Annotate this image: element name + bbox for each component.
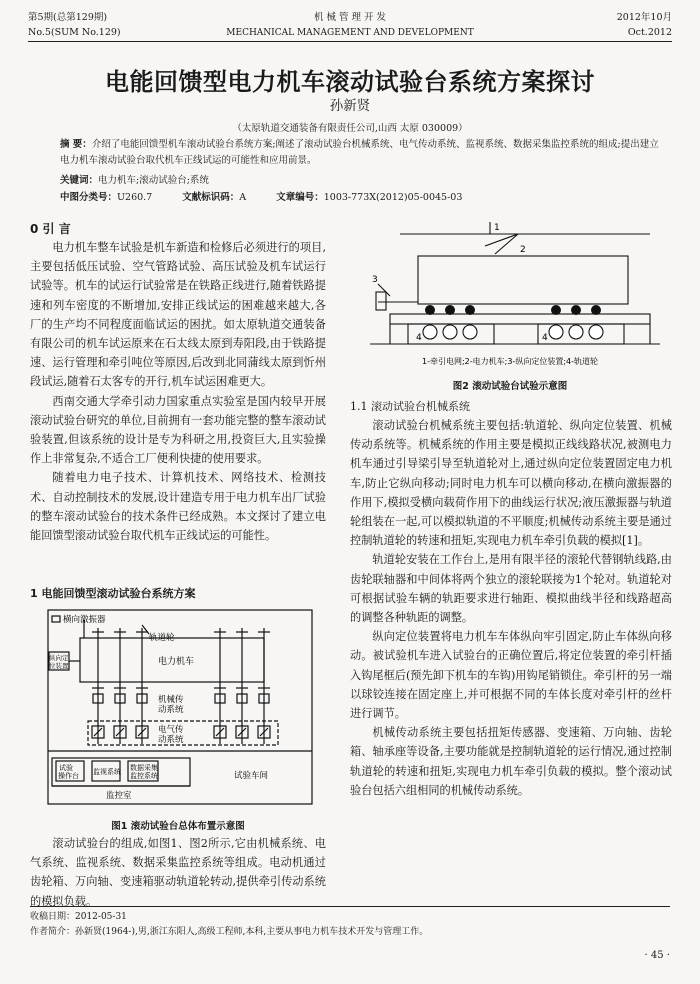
fig1-label-hall: 试验车间 — [234, 771, 269, 781]
fig1-label-mech2: 动系统 — [158, 705, 184, 715]
date-en: Oct.2012 — [627, 27, 672, 38]
fig1-label-elec1: 电气传 — [158, 725, 184, 735]
fig1-label-monitor: 监视系统 — [93, 768, 121, 776]
fig1-label-pos2: 位装置 — [49, 662, 69, 670]
doc-label: 文献标识码： — [182, 192, 240, 203]
fig1-label-loco: 电力机车 — [158, 657, 195, 667]
fig1-exciter-box — [52, 616, 60, 622]
fig2-label-1: 1 — [494, 223, 500, 233]
fig1-label-daq1: 数据采集 — [130, 764, 158, 772]
figure-1-diagram — [46, 608, 316, 808]
paragraph: 滚动试验台的组成,如图1、图2所示,它由机械系统、电气系统、监视系统、数据采集监控系统等组成。电动机通过齿轮箱、万向轴、变速箱驱动轨道轮转动,提供牵引传动系统的模拟负载。 — [30, 837, 326, 908]
article-value: 1003-773X(2012)05-0045-03 — [323, 192, 463, 203]
keywords-text: 电力机车;滚动试验台;系统 — [98, 175, 209, 186]
fig1-label-pos1: 纵向定 — [49, 654, 69, 662]
journal-cn: 机 械 管 理 开 发 — [313, 12, 387, 23]
section-0-heading: 0 引 言 — [30, 222, 71, 236]
classification-line — [60, 190, 660, 206]
section-1-heading: 1 电能回馈型滚动试验台系统方案 — [30, 587, 196, 600]
paragraph: 纵向定位装置将电力机车车体纵向牢引固定,防止车体纵向移动。被试验机车进入试验台的正确位置后,将定位装置的牵引杆插入钩尾框后(预先卸下机车的车钩)用钩尾销锁住。牵引杆的另一端以球铰连接在固定座上,并可根据不同的车体长度对牵引杆的丝杆进行调节。 — [350, 630, 672, 721]
footer-rule — [30, 906, 670, 907]
figure-2-caption: 图2 滚动试验台试验示意图 — [452, 381, 568, 392]
section-1-1-heading: 1.1 滚动试验台机械系统 — [350, 400, 470, 413]
paragraph: 轨道轮安装在工作台上,是用有限半径的滚轮代替钢轨线路,由齿轮联轴器和中间体将两个独立的滚轮联接为1个轮对。轨道轮对可根据试验车辆的轨距要求进行轴距、模拟曲线半径和线路超高的调整各种轨距的调整。 — [350, 553, 672, 625]
fig1-label-test2: 操作台 — [58, 772, 79, 780]
paragraph: 随着电力电子技术、计算机技术、网络技术、检测技术、自动控制技术的发展,设计建造专用于电力机车出厂试验的整车滚动试验台的技术条件已经成熟。本文探讨了建立电能回馈型滚动试验台取代机车正线试运的可能性。 — [30, 471, 326, 543]
paper-title: 电能回馈型电力机车滚动试验台系统方案探讨 — [105, 68, 595, 96]
fig2-base — [390, 314, 650, 324]
received-date: 收稿日期：2012-05-31 — [30, 912, 127, 922]
fig2-locomotive — [418, 256, 628, 304]
doc-value: A — [239, 192, 247, 203]
header-rule — [28, 41, 672, 42]
abstract-text: 介绍了电能回馈型机车滚动试验台系统方案;阐述了滚动试验台机械系统、电气传动系统、监视系统、数据采集监控系统的组成;提出建立电力机车滚动试验台取代机车正线试运的可能性和应用前景。 — [60, 139, 659, 166]
page-number: · 45 · — [644, 950, 670, 961]
fig2-label-2: 2 — [520, 245, 526, 255]
left-column-text — [30, 238, 326, 545]
paragraph: 西南交通大学牵引动力国家重点实验室是国内较早开展滚动试验台研究的单位,目前拥有一套功能完整的整车滚动试验装置,但该系统的设计是专为科研之用,投资巨大,且实验操作上非常复杂,不适合工厂便利快捷的使用要求。 — [30, 394, 326, 466]
fig2-legend: 1-牵引电网;2-电力机车;3-纵向定位装置;4-轨道轮 — [422, 357, 598, 366]
author: 孙新贤 — [329, 98, 371, 114]
fig2-label-3: 3 — [372, 275, 378, 285]
fig1-label-mech1: 机械传 — [158, 695, 184, 705]
figure-2-diagram — [360, 218, 660, 368]
author-bio: 作者简介：孙新贤(1964-),男,浙江东阳人,高级工程师,本科,主要从事电力机车技术开发与管理工作。 — [30, 927, 429, 937]
clc-label: 中图分类号： — [60, 192, 118, 203]
keywords — [60, 173, 660, 189]
keywords-label: 关键词： — [60, 175, 99, 186]
fig1-label-elec2: 动系统 — [158, 735, 184, 745]
issue-en: No.5(SUM No.129) — [28, 27, 121, 38]
journal-en: MECHANICAL MANAGEMENT AND DEVELOPMENT — [226, 28, 474, 38]
date-cn: 2012年10月 — [616, 12, 672, 23]
figure-1-caption: 图1 滚动试验台总体布置示意图 — [111, 821, 245, 832]
left-column-text-2 — [30, 834, 326, 911]
article-label: 文章编号： — [276, 192, 324, 203]
fig1-label-wheel: 轨道轮 — [149, 633, 175, 643]
fig2-label-4b: 4 — [542, 333, 548, 343]
clc-value: U260.7 — [117, 192, 153, 203]
fig1-label-daq2: 监控系统 — [130, 772, 158, 780]
fig1-label-room: 监控室 — [106, 791, 132, 801]
paragraph: 滚动试验台机械系统主要包括:轨道轮、纵向定位装置、机械传动系统等。机械系统的作用主要是模拟正线线路状况,被测电力机车通过引导梁引导至轨道轮对上,通过纵向定位装置固定电力机车,防止它纵向移动;同时电力机车可以横向移动,在横向激振器的作用下,模拟受横向载荷作用下的曲线运行状况;液压激振器与轨道轮组装在一起,可以模拟轨道的不平顺度;机械传动系统主要是通过控制轨道轮的转速和扭矩,实现电力机车牵引负载的模拟[1]。 — [350, 419, 672, 548]
fig2-label-4a: 4 — [416, 333, 422, 343]
issue-cn: 第5期(总第129期) — [28, 12, 108, 23]
abstract-label: 摘 要： — [60, 139, 92, 150]
fig1-label-exciter: 横向激振器 — [63, 615, 106, 625]
paragraph: 机械传动系统主要包括扭矩传感器、变速箱、万向轴、齿轮箱、轴承座等设备,主要功能就是控制轨道轮的运行情况,通过控制轨道轮的转速和扭矩,实现电力机车牵引负载的模拟。整个滚动试验台包括六组相同的机械传动系统。 — [350, 726, 672, 797]
right-column-text — [350, 416, 672, 800]
paragraph: 电力机车整车试验是机车新造和检修后必须进行的项目,主要包括低压试验、空气管路试验、高压试验及机车试运行试验等。机车的试运行试验常是在铁路正线进行,随着铁路提速和列车密度的不断增加,安排正线试运的困难越来越大,各厂的生产均不同程度面临试运的困扰。如太原轨道交通装备有限公司的机车试运原来在石太线太原到寿阳段,由于铁路提速、运行管理和牵引吨位等原因,后改到北同蒲线太原到忻州段试运,随着石太客专的开行,机车试运困难更大。 — [30, 241, 326, 389]
affiliation: （太原轨道交通装备有限责任公司,山西 太原 030009） — [232, 123, 468, 134]
fig1-label-test1: 试验 — [59, 764, 73, 772]
abstract — [60, 137, 660, 169]
fig2-track-wheels — [423, 325, 603, 339]
